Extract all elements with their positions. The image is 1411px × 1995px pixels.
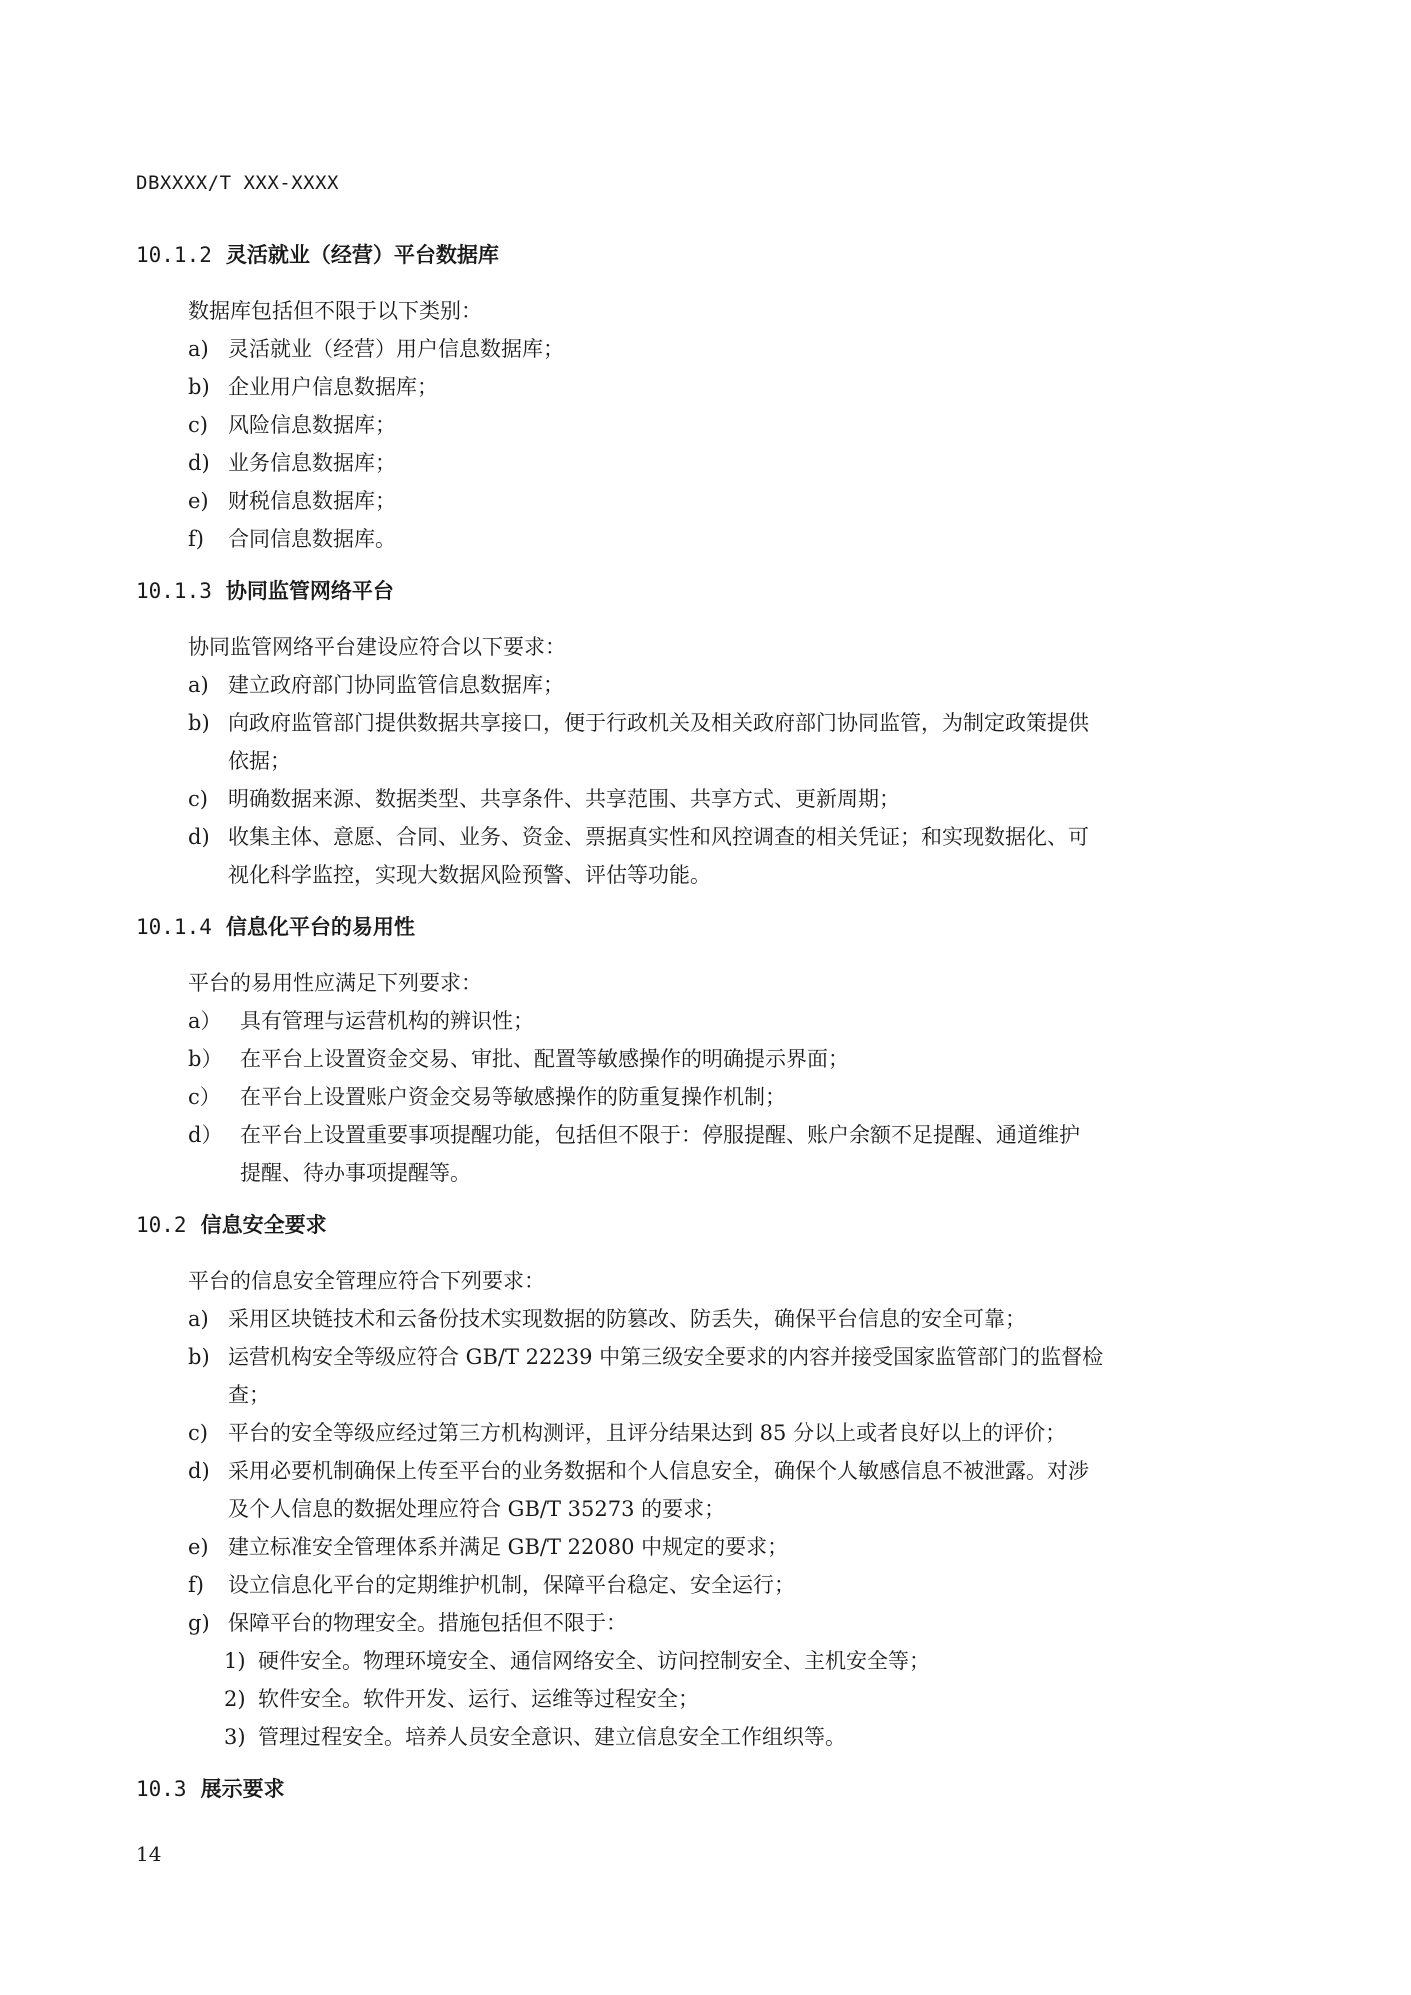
list-item: [136, 1528, 1251, 1566]
list-item-continuation: 依据；: [228, 749, 291, 773]
section-title: 信息化平台的易用性: [225, 915, 415, 939]
document-code: DBXXXX/T XXX-XXXX: [136, 172, 339, 194]
section-number: 10.1.3: [136, 579, 212, 603]
list-item-label: d): [188, 451, 210, 475]
section-heading: [136, 576, 1251, 606]
list-item-text: 采用区块链技术和云备份技术实现数据的防篡改、防丢失，确保平台信息的安全可靠；: [228, 1307, 1026, 1331]
list-item-line: [188, 368, 1251, 406]
list-item: [136, 368, 1251, 406]
list-item-text: 合同信息数据库。: [228, 527, 396, 551]
list-item: [136, 1078, 1251, 1116]
list-item-continuation: 提醒、待办事项提醒等。: [240, 1161, 471, 1185]
section-intro: 协同监管网络平台建设应符合以下要求：: [188, 635, 566, 659]
list-item-label: b): [188, 375, 210, 399]
list-item-text: 建立政府部门协同监管信息数据库；: [228, 673, 564, 697]
section-block: [136, 628, 1251, 894]
list-item: [136, 1414, 1251, 1452]
section-block: [136, 292, 1251, 558]
section-title: 灵活就业（经营）平台数据库: [225, 243, 499, 267]
list-item: [136, 1338, 1251, 1414]
list-item: [136, 330, 1251, 368]
list-item-label: c): [188, 413, 208, 437]
sub-list-item: [136, 1642, 1251, 1680]
section-title: 协同监管网络平台: [225, 579, 394, 603]
page-number: 14: [136, 1842, 162, 1866]
section-block: [136, 964, 1251, 1192]
list-item-line: [188, 818, 1251, 856]
list-item-line: [188, 330, 1251, 368]
section-title: 信息安全要求: [200, 1213, 327, 1237]
sub-list-item-label: 1): [224, 1649, 246, 1673]
sub-list-item: [136, 1680, 1251, 1718]
list-item-text: 平台的安全等级应经过第三方机构测评，且评分结果达到 85 分以上或者良好以上的评价；: [228, 1421, 1067, 1445]
list-item-label: f): [188, 527, 204, 551]
list-item-label: d): [188, 1459, 210, 1483]
list-item-text: 业务信息数据库；: [228, 451, 396, 475]
sub-list-item-label: 2): [224, 1687, 246, 1711]
section-title: 展示要求: [200, 1777, 285, 1801]
section-number: 10.1.4: [136, 915, 212, 939]
section-number: 10.1.2: [136, 243, 212, 267]
list-item-label: c): [188, 1421, 208, 1445]
list-item-line: [188, 1414, 1251, 1452]
section-heading: [136, 1774, 1251, 1804]
list-item-text: 在平台上设置账户资金交易等敏感操作的防重复操作机制；: [240, 1085, 786, 1109]
sub-list-item-text: 管理过程安全。培养人员安全意识、建立信息安全工作组织等。: [258, 1725, 846, 1749]
list-item-text: 运营机构安全等级应符合 GB/T 22239 中第三级安全要求的内容并接受国家监管部门的监督检: [228, 1345, 1104, 1369]
sub-list-item-text: 硬件安全。物理环境安全、通信网络安全、访问控制安全、主机安全等；: [258, 1649, 930, 1673]
list-item-line: [188, 482, 1251, 520]
list-item-line: [188, 1300, 1251, 1338]
section-heading: [136, 1210, 1251, 1240]
list-item-label: e): [188, 1535, 209, 1559]
list-item: [136, 1604, 1251, 1642]
section-number: 10.2: [136, 1213, 187, 1237]
list-item-line: [188, 1040, 1251, 1078]
list-item-text: 建立标准安全管理体系并满足 GB/T 22080 中规定的要求；: [228, 1535, 789, 1559]
list-item-label: a）: [188, 1009, 222, 1033]
list-item-label: f): [188, 1573, 204, 1597]
section-intro: 平台的易用性应满足下列要求：: [188, 971, 482, 995]
list-item-line: [188, 444, 1251, 482]
list-item-label: b): [188, 1345, 210, 1369]
list-item: [136, 1002, 1251, 1040]
document-body: [136, 240, 1251, 1826]
list-item: [136, 520, 1251, 558]
list-item-label: c）: [188, 1085, 221, 1109]
section-intro: 数据库包括但不限于以下类别：: [188, 299, 482, 323]
list-item-line: [188, 1566, 1251, 1604]
list-item-line: [188, 1452, 1251, 1490]
section-intro: 平台的信息安全管理应符合下列要求：: [188, 1269, 545, 1293]
list-item-line: [188, 1528, 1251, 1566]
list-item: [136, 1040, 1251, 1078]
list-item-text: 保障平台的物理安全。措施包括但不限于：: [228, 1611, 627, 1635]
list-item-text: 在平台上设置资金交易、审批、配置等敏感操作的明确提示界面；: [240, 1047, 849, 1071]
list-item: [136, 704, 1251, 780]
list-item: [136, 780, 1251, 818]
list-item-text: 向政府监管部门提供数据共享接口，便于行政机关及相关政府部门协同监管，为制定政策提供: [228, 711, 1089, 735]
list-item-line: [188, 666, 1251, 704]
list-item-text: 灵活就业（经营）用户信息数据库；: [228, 337, 564, 361]
list-item-label: b): [188, 711, 210, 735]
list-item-label: d）: [188, 1123, 223, 1147]
list-item-text: 明确数据来源、数据类型、共享条件、共享范围、共享方式、更新周期；: [228, 787, 900, 811]
list-item-line: [188, 704, 1251, 742]
list-item-text: 风险信息数据库；: [228, 413, 396, 437]
list-item-line: [188, 1116, 1251, 1154]
list-item-line: [188, 406, 1251, 444]
sub-list-item-label: 3): [224, 1725, 246, 1749]
list-item-text: 设立信息化平台的定期维护机制，保障平台稳定、安全运行；: [228, 1573, 795, 1597]
list-item-continuation: 及个人信息的数据处理应符合 GB/T 35273 的要求；: [228, 1497, 726, 1521]
list-item: [136, 406, 1251, 444]
list-item-label: e): [188, 489, 209, 513]
list-item-text: 企业用户信息数据库；: [228, 375, 438, 399]
list-item-label: d): [188, 825, 210, 849]
list-item-text: 具有管理与运营机构的辨识性；: [240, 1009, 534, 1033]
list-item: [136, 1300, 1251, 1338]
section-number: 10.3: [136, 1777, 187, 1801]
list-item-line: [188, 1604, 1251, 1642]
list-item-continuation: 查；: [228, 1383, 270, 1407]
list-item-line: [188, 520, 1251, 558]
list-item-label: b）: [188, 1047, 223, 1071]
list-item: [136, 666, 1251, 704]
sub-list-item-text: 软件安全。软件开发、运行、运维等过程安全；: [258, 1687, 699, 1711]
list-item-label: a): [188, 1307, 209, 1331]
list-item: [136, 1116, 1251, 1192]
list-item-line: [188, 780, 1251, 818]
list-item: [136, 1566, 1251, 1604]
list-item-line: [188, 1002, 1251, 1040]
list-item-line: [188, 1338, 1251, 1376]
list-item: [136, 444, 1251, 482]
list-item-label: a): [188, 673, 209, 697]
list-item: [136, 1452, 1251, 1528]
list-item-text: 在平台上设置重要事项提醒功能，包括但不限于：停服提醒、账户余额不足提醒、通道维护: [240, 1123, 1080, 1147]
list-item-text: 采用必要机制确保上传至平台的业务数据和个人信息安全，确保个人敏感信息不被泄露。对涉: [228, 1459, 1089, 1483]
list-item-text: 收集主体、意愿、合同、业务、资金、票据真实性和风控调查的相关凭证；和实现数据化、可: [228, 825, 1089, 849]
list-item-continuation: 视化科学监控，实现大数据风险预警、评估等功能。: [228, 863, 711, 887]
list-item: [136, 818, 1251, 894]
list-item-label: g): [188, 1611, 210, 1635]
list-item-label: c): [188, 787, 208, 811]
list-item-text: 财税信息数据库；: [228, 489, 396, 513]
list-item: [136, 482, 1251, 520]
section-block: [136, 1262, 1251, 1756]
section-heading: [136, 240, 1251, 270]
section-heading: [136, 912, 1251, 942]
list-item-line: [188, 1078, 1251, 1116]
sub-list-item: [136, 1718, 1251, 1756]
list-item-label: a): [188, 337, 209, 361]
